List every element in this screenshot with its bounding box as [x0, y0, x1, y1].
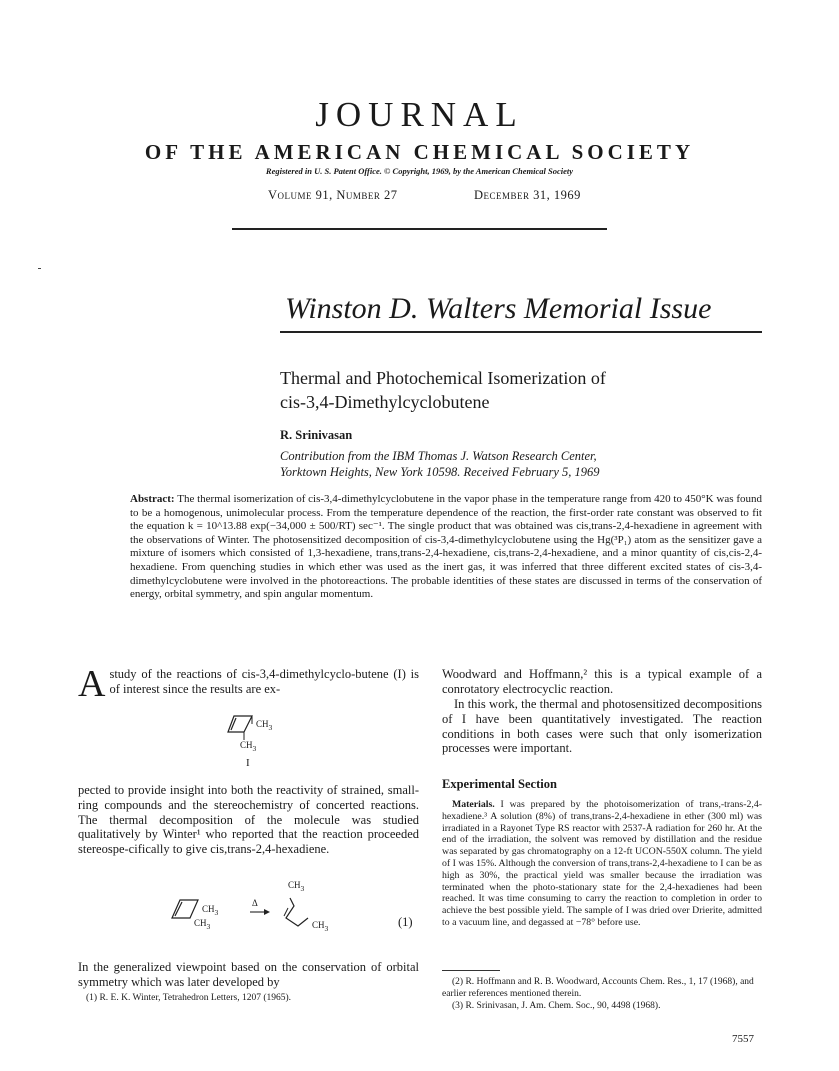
- intro-paragraph: [78, 663, 419, 705]
- methyl-label-lower: $CH_3$: [240, 740, 257, 753]
- abstract-label: Abstract:: [130, 493, 175, 505]
- eq-methyl-4: $CH_3$: [312, 920, 329, 933]
- scan-speck: [38, 268, 41, 269]
- materials-label: Materials.: [452, 799, 495, 810]
- eq-methyl-1: $CH_3$: [202, 904, 219, 917]
- author-name: R. Srinivasan: [280, 428, 353, 442]
- paragraph-2: In the generalized viewpoint based on the conservation of orbital symmetry which was later developed by: [78, 960, 419, 989]
- volume-number: Volume 91, Number 27: [268, 188, 398, 202]
- eq-methyl-2: $CH_3$: [194, 918, 211, 931]
- eq-methyl-3: $CH_3$: [288, 880, 305, 893]
- equation-number: (1): [398, 915, 413, 929]
- affiliation-line2: Yorktown Heights, New York 10598. Received February 5, 1969: [280, 465, 600, 479]
- journal-title: JOURNAL: [315, 95, 524, 134]
- intro-text: study of the reactions of cis-3,4-dimethylcyclo-butene (I) is of interest since the results are ex-: [109, 667, 419, 696]
- methyl-label-upper: $CH_3$: [256, 719, 273, 732]
- article-title-line1: Thermal and Photochemical Isomerization of: [280, 368, 606, 388]
- section-heading: Experimental Section: [442, 777, 557, 791]
- double-bond-I: [231, 718, 236, 730]
- issue-date: December 31, 1969: [474, 188, 581, 202]
- intro-paragraph-continued: pected to provide insight into both the reactivity of strained, small-ring compounds and the stereochemistry of concerted reactions. The thermal decomposition of the molecule was studied qualitatively by Winter¹ who reported that the reaction proceeded stereospe-cifically to give cis,trans-2,4-hexadiene.: [78, 783, 419, 857]
- affiliation: [280, 448, 600, 480]
- footnote-3: (3) R. Srinivasan, J. Am. Chem. Soc., 90, 4498 (1968).: [452, 1001, 661, 1011]
- affiliation-line1: Contribution from the IBM Thomas J. Watson Research Center,: [280, 449, 597, 463]
- materials-paragraph: [442, 799, 762, 929]
- paragraph-2-continued: Woodward and Hoffmann,² this is a typical example of a conrotatory electrocyclic reaction.: [442, 667, 762, 696]
- masthead-rule: [232, 228, 607, 230]
- journal-subtitle: OF THE AMERICAN CHEMICAL SOCIETY: [144, 140, 695, 164]
- footnote-2: (2) R. Hoffmann and R. B. Woodward, Accounts Chem. Res., 1, 17 (1968), and earlier references mentioned therein.: [442, 977, 754, 999]
- issue-title: Winston D. Walters Memorial Issue: [285, 292, 712, 325]
- footnote-1: (1) R. E. K. Winter, Tetrahedron Letters, 1207 (1965).: [86, 993, 292, 1003]
- registration-line: Registered in U. S. Patent Office. © Copyright, 1969, by the American Chemical Society: [265, 166, 574, 176]
- hexadiene-skeleton: [286, 898, 308, 926]
- arrow-delta-label: Δ: [252, 898, 258, 908]
- page-number: 7557: [732, 1033, 754, 1045]
- materials-text: I was prepared by the photoisomerization of trans,-trans-2,4-hexadiene.³ A solution (8%) of trans,trans-2,4-hexadiene in ether (300 ml) was irradiated in a Rayonet Type RS reactor with 2537-Å radiation for 260 hr. At the end of the irradiation, the solvent was removed by distillation and the residue was separated by gas chromatography on a 12-ft UCON-550X column. The yield of I was 15%. Although the conversion of trans,trans-2,4-hexadiene to I can be as high as 30%, the practical yield was smaller because the irradiation was terminated when the photo-stationary state for the 2,4-hexadienes had been reached. It was time consuming to carry the reaction to completion in order to achieve the best possible yield. The sample of I was dried over Drierite, admitted to a vacuum line, and degassed at −78° before use.: [442, 799, 762, 928]
- paragraph-3: In this work, the thermal and photosensitized decompositions of I have been quantitatively investigated. The reaction conditions in both cases were such that only isomerization processes were important.: [442, 697, 762, 756]
- article-title: [280, 366, 606, 414]
- abstract-text: The thermal isomerization of cis-3,4-dimethylcyclobutene in the vapor phase in the temperature range from 420 to 450°K was found to be a homogenous, unimolecular process. From the temperature dependence of the reaction, the first-order rate constant was observed to fit the equation k = 10^13.88 exp(−34,000 ± 500/RT) sec⁻¹. The single product that was obtained was cis,trans-2,4-hexadiene in agreement with the observations of Winter. The photosensitized decomposition of cis-3,4-dimethylcyclobutene using the Hg(³P₁) atom as the sensitizer gave a mixture of isomers which consisted of 1,3-hexadiene, trans,trans-2,4-hexadiene, cis,trans-2,4-hexadiene, and a minor quantity of cis,cis-2,4-hexadiene. From quenching studies in which ether was used as the inert gas, it was inferred that three different excited states of cis-3,4-dimethylcyclobutene were involved in the photoreactions. The probable identities of these states are discussed in terms of the conservation of energy, orbital symmetry, and spin angular momentum.: [130, 493, 762, 601]
- structure-I-label: I: [246, 757, 250, 769]
- abstract: [130, 493, 762, 602]
- article-title-line2: cis-3,4-Dimethylcyclobutene: [280, 392, 490, 412]
- drop-cap: A: [78, 663, 106, 705]
- issue-title-rule: [280, 331, 762, 333]
- footnote-rule: [442, 970, 500, 971]
